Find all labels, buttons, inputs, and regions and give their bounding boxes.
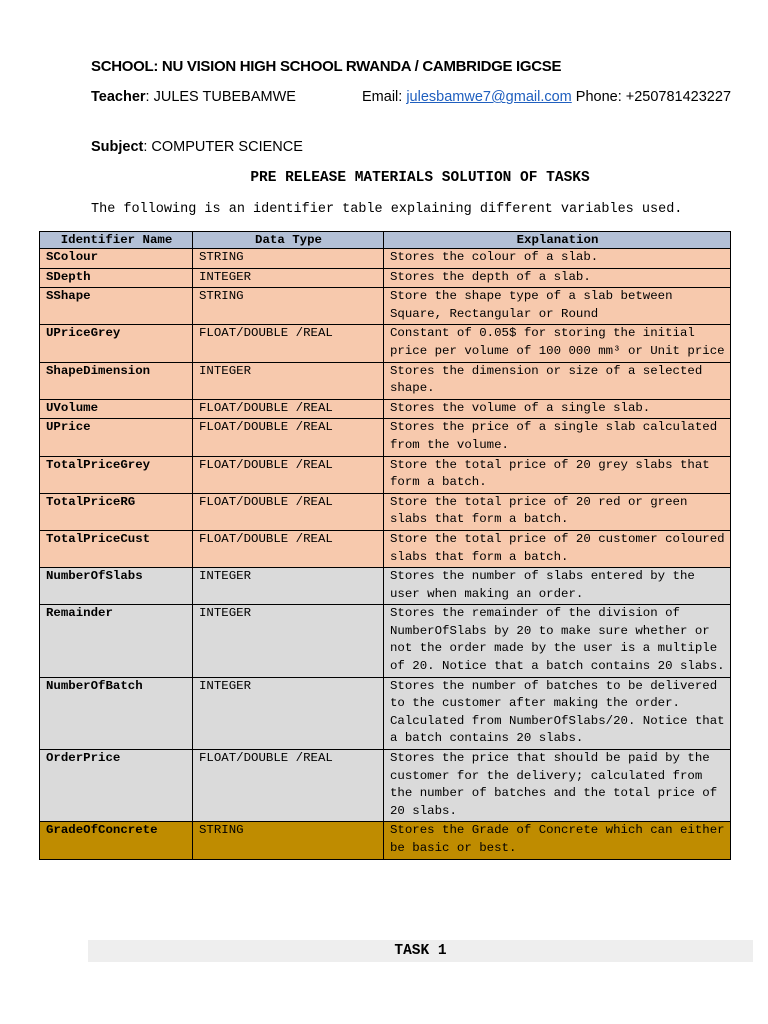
explanation: Store the total price of 20 grey slabs that form a batch.	[384, 456, 731, 493]
identifier-name: TotalPriceGrey	[40, 456, 193, 493]
identifier-name: OrderPrice	[40, 750, 193, 822]
identifier-name: SDepth	[40, 268, 193, 288]
table-row	[40, 268, 731, 288]
document-title: PRE RELEASE MATERIALS SOLUTION OF TASKS	[250, 170, 590, 186]
teacher-label: Teacher	[91, 89, 146, 105]
email-link[interactable]: julesbamwe7@gmail.com	[406, 89, 572, 105]
table-header-row	[40, 232, 731, 249]
table-row	[40, 362, 731, 399]
explanation: Stores the number of batches to be delivered to the customer after making the order. Calculated from NumberOfSlabs/20. Notice that a batch contains 20 slabs.	[384, 677, 731, 749]
identifier-name: GradeOfConcrete	[40, 822, 193, 859]
table-row	[40, 822, 731, 859]
explanation: Stores the Grade of Concrete which can either be basic or best.	[384, 822, 731, 859]
subject-line	[91, 139, 303, 155]
data-type: FLOAT/DOUBLE /REAL	[193, 456, 384, 493]
data-type: FLOAT/DOUBLE /REAL	[193, 493, 384, 530]
intro-text: The following is an identifier table explaining different variables used.	[91, 202, 683, 217]
teacher-line	[91, 89, 751, 105]
explanation: Constant of 0.05$ for storing the initial price per volume of 100 000 mm³ or Unit price	[384, 325, 731, 362]
teacher-name: : JULES TUBEBAMWE	[145, 89, 296, 105]
identifier-name: UPriceGrey	[40, 325, 193, 362]
identifier-name: SShape	[40, 288, 193, 325]
identifier-name: TotalPriceRG	[40, 493, 193, 530]
school-heading: SCHOOL: NU VISION HIGH SCHOOL RWANDA / CAMBRIDGE IGCSE	[91, 58, 562, 75]
identifier-name: UVolume	[40, 399, 193, 419]
column-header-data-type: Data Type	[193, 232, 384, 249]
data-type: INTEGER	[193, 362, 384, 399]
table-row	[40, 605, 731, 677]
identifier-name: NumberOfSlabs	[40, 568, 193, 605]
explanation: Store the total price of 20 red or green slabs that form a batch.	[384, 493, 731, 530]
column-header-identifier: Identifier Name	[40, 232, 193, 249]
data-type: FLOAT/DOUBLE /REAL	[193, 530, 384, 567]
explanation: Stores the number of slabs entered by the user when making an order.	[384, 568, 731, 605]
subject-value: : COMPUTER SCIENCE	[143, 139, 303, 155]
table-row	[40, 456, 731, 493]
identifier-name: SColour	[40, 249, 193, 269]
data-type: FLOAT/DOUBLE /REAL	[193, 419, 384, 456]
data-type: INTEGER	[193, 677, 384, 749]
explanation: Stores the price of a single slab calculated from the volume.	[384, 419, 731, 456]
data-type: FLOAT/DOUBLE /REAL	[193, 325, 384, 362]
identifier-name: Remainder	[40, 605, 193, 677]
table-row	[40, 325, 731, 362]
column-header-explanation: Explanation	[384, 232, 731, 249]
identifier-name: NumberOfBatch	[40, 677, 193, 749]
data-type: INTEGER	[193, 568, 384, 605]
table-row	[40, 493, 731, 530]
data-type: INTEGER	[193, 605, 384, 677]
identifier-table	[39, 231, 731, 860]
phone-text: Phone: +250781423227	[571, 89, 732, 105]
table-row	[40, 530, 731, 567]
explanation: Stores the depth of a slab.	[384, 268, 731, 288]
explanation: Store the shape type of a slab between Square, Rectangular or Round	[384, 288, 731, 325]
data-type: FLOAT/DOUBLE /REAL	[193, 750, 384, 822]
table-row	[40, 399, 731, 419]
data-type: STRING	[193, 822, 384, 859]
data-type: FLOAT/DOUBLE /REAL	[193, 399, 384, 419]
explanation: Stores the price that should be paid by the customer for the delivery; calculated from the number of batches and the total price of 20 slabs.	[384, 750, 731, 822]
email-label: Email:	[362, 89, 407, 105]
table-row	[40, 677, 731, 749]
identifier-name: TotalPriceCust	[40, 530, 193, 567]
table-row	[40, 568, 731, 605]
contact-block	[362, 89, 731, 105]
data-type: STRING	[193, 249, 384, 269]
table-row	[40, 249, 731, 269]
data-type: INTEGER	[193, 268, 384, 288]
explanation: Stores the volume of a single slab.	[384, 399, 731, 419]
table-row	[40, 419, 731, 456]
identifier-name: UPrice	[40, 419, 193, 456]
explanation: Stores the dimension or size of a selected shape.	[384, 362, 731, 399]
table-row	[40, 750, 731, 822]
subject-label: Subject	[91, 139, 144, 155]
explanation: Stores the colour of a slab.	[384, 249, 731, 269]
explanation: Store the total price of 20 customer coloured slabs that form a batch.	[384, 530, 731, 567]
task-heading: TASK 1	[88, 940, 753, 962]
identifier-name: ShapeDimension	[40, 362, 193, 399]
data-type: STRING	[193, 288, 384, 325]
explanation: Stores the remainder of the division of NumberOfSlabs by 20 to make sure whether or not the order made by the user is a multiple of 20. Notice that a batch contains 20 slabs.	[384, 605, 731, 677]
table-row	[40, 288, 731, 325]
